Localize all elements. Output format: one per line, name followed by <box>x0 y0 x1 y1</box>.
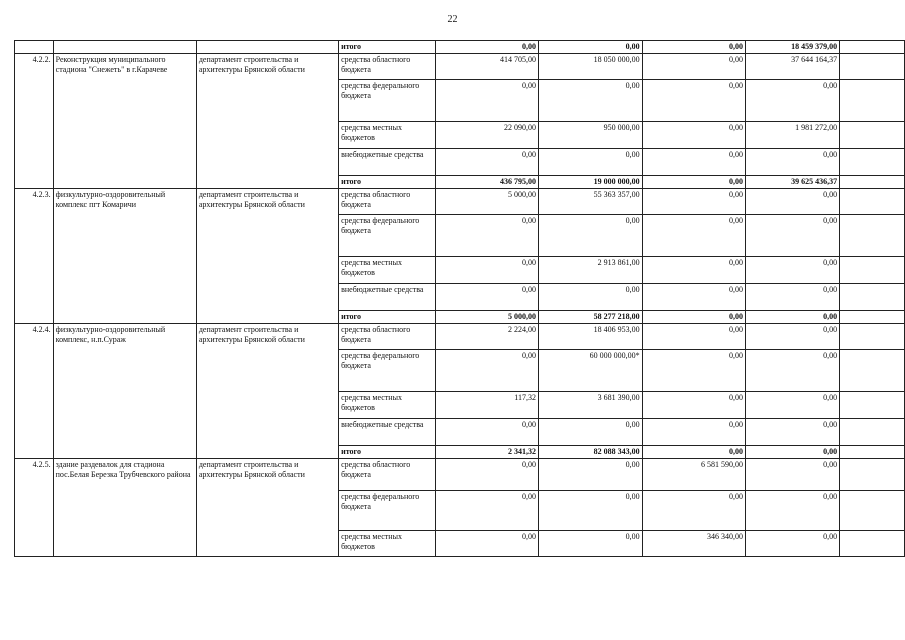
amount-cell: 55 363 357,00 <box>538 189 642 215</box>
project-executor: департамент строительства и архитектуры Брянской области <box>196 54 338 189</box>
amount-cell: 0,00 <box>745 215 839 257</box>
empty-cell <box>15 41 54 54</box>
amount-cell: 0,00 <box>745 491 839 531</box>
project-code: 4.2.4. <box>15 324 54 459</box>
amount-cell: 0,00 <box>435 350 538 392</box>
funding-source-label: средства федерального бюджета <box>339 80 435 122</box>
amount-cell: 0,00 <box>745 531 839 557</box>
amount-cell: 5 000,00 <box>435 189 538 215</box>
project-name: здание раздевалок для стадиона пос.Белая Березка Трубчевского района <box>53 459 196 557</box>
amount-cell: 0,00 <box>538 531 642 557</box>
project-executor: департамент строительства и архитектуры Брянской области <box>196 189 338 324</box>
amount-cell: 0,00 <box>642 41 745 54</box>
project-code: 4.2.3. <box>15 189 54 324</box>
amount-cell: 0,00 <box>745 419 839 446</box>
amount-cell: 0,00 <box>642 446 745 459</box>
amount-cell: 0,00 <box>642 419 745 446</box>
amount-cell: 0,00 <box>435 41 538 54</box>
amount-cell: 0,00 <box>538 149 642 176</box>
empty-cell <box>840 41 905 54</box>
total-label: итого <box>339 446 435 459</box>
project-name: физкультурно-оздоровительный комплекс, н.п.Сураж <box>53 324 196 459</box>
table-row <box>15 41 905 54</box>
amount-cell: 0,00 <box>745 324 839 350</box>
amount-cell: 2 341,32 <box>435 446 538 459</box>
funding-source-label: внебюджетные средства <box>339 284 435 311</box>
empty-cell <box>53 41 196 54</box>
funding-source-label: средства областного бюджета <box>339 189 435 215</box>
empty-cell <box>840 324 905 350</box>
empty-cell <box>196 41 338 54</box>
amount-cell: 0,00 <box>538 419 642 446</box>
empty-cell <box>840 531 905 557</box>
table-row <box>15 459 905 491</box>
amount-cell: 6 581 590,00 <box>642 459 745 491</box>
amount-cell: 0,00 <box>642 491 745 531</box>
amount-cell: 0,00 <box>642 122 745 149</box>
empty-cell <box>840 284 905 311</box>
empty-cell <box>840 350 905 392</box>
amount-cell: 82 088 343,00 <box>538 446 642 459</box>
amount-cell: 950 000,00 <box>538 122 642 149</box>
funding-source-label: средства местных бюджетов <box>339 392 435 419</box>
amount-cell: 60 000 000,00* <box>538 350 642 392</box>
empty-cell <box>840 459 905 491</box>
amount-cell: 0,00 <box>642 324 745 350</box>
amount-cell: 18 459 379,00 <box>745 41 839 54</box>
amount-cell: 0,00 <box>745 284 839 311</box>
amount-cell: 346 340,00 <box>642 531 745 557</box>
amount-cell: 0,00 <box>435 459 538 491</box>
project-code: 4.2.2. <box>15 54 54 189</box>
amount-cell: 0,00 <box>745 311 839 324</box>
empty-cell <box>840 491 905 531</box>
amount-cell: 0,00 <box>745 80 839 122</box>
table-row <box>15 324 905 350</box>
empty-cell <box>840 122 905 149</box>
funding-source-label: внебюджетные средства <box>339 419 435 446</box>
amount-cell: 58 277 218,00 <box>538 311 642 324</box>
funding-source-label: средства областного бюджета <box>339 54 435 80</box>
total-label: итого <box>339 41 435 54</box>
project-executor: департамент строительства и архитектуры Брянской области <box>196 459 338 557</box>
project-executor: департамент строительства и архитектуры Брянской области <box>196 324 338 459</box>
amount-cell: 0,00 <box>538 284 642 311</box>
project-name: физкультурно-оздоровительный комплекс пгт Комаричи <box>53 189 196 324</box>
amount-cell: 0,00 <box>435 419 538 446</box>
amount-cell: 0,00 <box>745 257 839 284</box>
empty-cell <box>840 176 905 189</box>
amount-cell: 0,00 <box>745 459 839 491</box>
amount-cell: 2 913 861,00 <box>538 257 642 284</box>
empty-cell <box>840 54 905 80</box>
amount-cell: 117,32 <box>435 392 538 419</box>
amount-cell: 3 681 390,00 <box>538 392 642 419</box>
funding-table <box>14 40 905 557</box>
funding-source-label: средства местных бюджетов <box>339 122 435 149</box>
amount-cell: 0,00 <box>642 257 745 284</box>
empty-cell <box>840 311 905 324</box>
amount-cell: 37 644 164,37 <box>745 54 839 80</box>
empty-cell <box>840 392 905 419</box>
empty-cell <box>840 189 905 215</box>
funding-source-label: средства местных бюджетов <box>339 257 435 284</box>
amount-cell: 0,00 <box>435 149 538 176</box>
amount-cell: 0,00 <box>642 149 745 176</box>
empty-cell <box>840 419 905 446</box>
empty-cell <box>840 446 905 459</box>
amount-cell: 0,00 <box>642 176 745 189</box>
empty-cell <box>840 215 905 257</box>
empty-cell <box>840 257 905 284</box>
empty-cell <box>840 149 905 176</box>
amount-cell: 0,00 <box>642 311 745 324</box>
amount-cell: 0,00 <box>745 149 839 176</box>
amount-cell: 0,00 <box>435 531 538 557</box>
amount-cell: 1 981 272,00 <box>745 122 839 149</box>
amount-cell: 0,00 <box>435 491 538 531</box>
amount-cell: 19 000 000,00 <box>538 176 642 189</box>
amount-cell: 0,00 <box>642 284 745 311</box>
funding-source-label: средства федерального бюджета <box>339 215 435 257</box>
total-label: итого <box>339 311 435 324</box>
amount-cell: 5 000,00 <box>435 311 538 324</box>
amount-cell: 0,00 <box>435 80 538 122</box>
page-number: 22 <box>447 14 458 25</box>
amount-cell: 0,00 <box>745 392 839 419</box>
funding-source-label: средства федерального бюджета <box>339 350 435 392</box>
amount-cell: 22 090,00 <box>435 122 538 149</box>
table-row <box>15 54 905 80</box>
amount-cell: 414 705,00 <box>435 54 538 80</box>
amount-cell: 0,00 <box>538 491 642 531</box>
amount-cell: 0,00 <box>435 257 538 284</box>
project-code: 4.2.5. <box>15 459 54 557</box>
funding-source-label: внебюджетные средства <box>339 149 435 176</box>
funding-source-label: средства областного бюджета <box>339 324 435 350</box>
amount-cell: 0,00 <box>538 80 642 122</box>
table-row <box>15 189 905 215</box>
amount-cell: 0,00 <box>538 41 642 54</box>
amount-cell: 0,00 <box>642 189 745 215</box>
amount-cell: 0,00 <box>642 80 745 122</box>
project-name: Реконструкция муниципального стадиона "Снежеть" в г.Карачеве <box>53 54 196 189</box>
amount-cell: 0,00 <box>538 215 642 257</box>
total-label: итого <box>339 176 435 189</box>
funding-source-label: средства местных бюджетов <box>339 531 435 557</box>
amount-cell: 18 406 953,00 <box>538 324 642 350</box>
empty-cell <box>840 80 905 122</box>
amount-cell: 436 795,00 <box>435 176 538 189</box>
amount-cell: 0,00 <box>642 350 745 392</box>
amount-cell: 0,00 <box>642 54 745 80</box>
amount-cell: 2 224,00 <box>435 324 538 350</box>
amount-cell: 0,00 <box>745 350 839 392</box>
amount-cell: 18 050 000,00 <box>538 54 642 80</box>
amount-cell: 0,00 <box>435 215 538 257</box>
amount-cell: 0,00 <box>745 446 839 459</box>
amount-cell: 39 625 436,37 <box>745 176 839 189</box>
amount-cell: 0,00 <box>538 459 642 491</box>
funding-source-label: средства областного бюджета <box>339 459 435 491</box>
amount-cell: 0,00 <box>642 215 745 257</box>
amount-cell: 0,00 <box>435 284 538 311</box>
amount-cell: 0,00 <box>745 189 839 215</box>
funding-source-label: средства федерального бюджета <box>339 491 435 531</box>
amount-cell: 0,00 <box>642 392 745 419</box>
